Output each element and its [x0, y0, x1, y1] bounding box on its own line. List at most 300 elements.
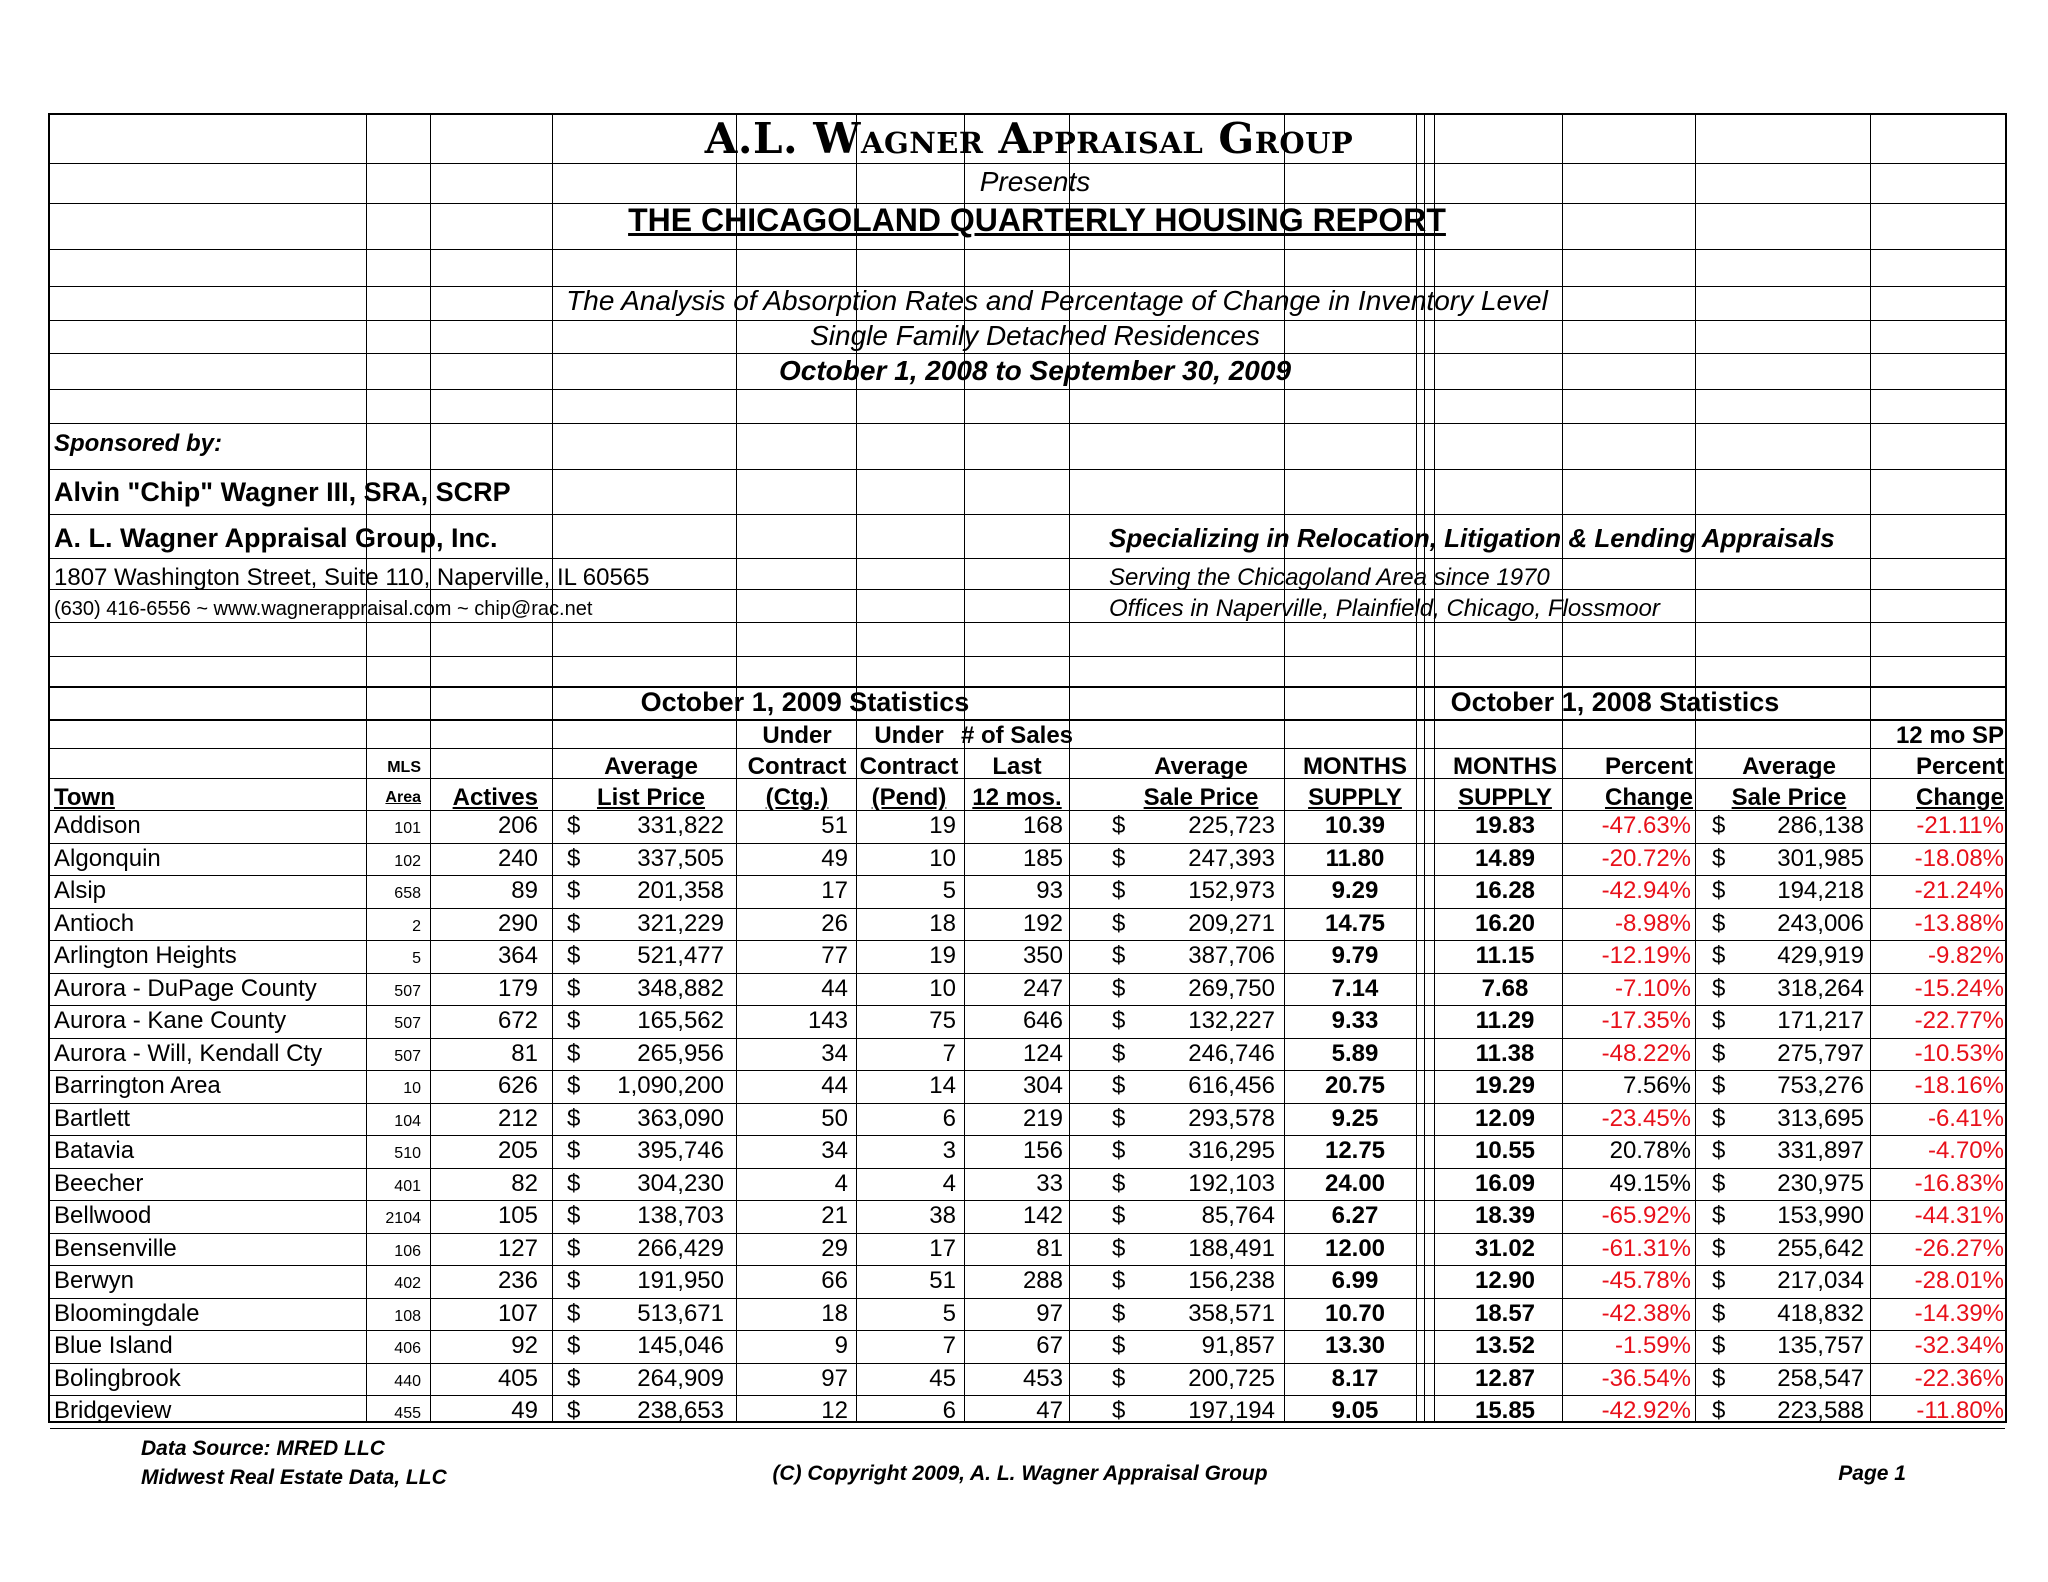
grid-hline	[50, 1005, 2005, 1006]
col-ctg-2: Contract	[747, 753, 847, 780]
cell-sales: 350	[1022, 942, 1063, 969]
cell-sp: -6.41%	[1927, 1104, 2004, 1132]
grid-hline	[50, 719, 2005, 721]
cell-ctg: 29	[821, 1234, 848, 1262]
col-pend-2: Contract	[859, 753, 959, 780]
cell-ms: 10.70	[1324, 1299, 1386, 1327]
currency-symbol: $	[1112, 1299, 1126, 1327]
cell-pend: 19	[929, 942, 956, 969]
cell-pend: 75	[929, 1007, 956, 1034]
col-sp-change-1: 12 mo SP	[1895, 722, 2004, 749]
cell-pct: -12.19%	[1601, 942, 1691, 969]
col-sales-2: Last	[992, 753, 1042, 780]
cell-sp: -14.39%	[1914, 1299, 2004, 1327]
cell-sp: -21.11%	[1916, 812, 2004, 839]
currency-symbol: $	[1712, 1007, 1726, 1034]
cell-actives: 92	[511, 1332, 538, 1359]
cell-ms: 20.75	[1324, 1072, 1386, 1099]
cell-actives: 179	[497, 974, 538, 1002]
cell-sale: 197,194	[1188, 1397, 1275, 1424]
cell-pend: 19	[929, 812, 956, 839]
cell-ms: 9.33	[1331, 1007, 1379, 1034]
cell-pms: 12.90	[1474, 1267, 1536, 1294]
cell-pms: 15.85	[1474, 1397, 1536, 1424]
cell-pend: 10	[929, 844, 956, 872]
currency-symbol: $	[1712, 1104, 1726, 1132]
cell-ctg: 26	[821, 909, 848, 937]
cell-town: Aurora - Will, Kendall Cty	[54, 1039, 323, 1067]
cell-pct: -8.98%	[1614, 909, 1691, 937]
currency-symbol: $	[567, 1364, 581, 1392]
cell-sp: -22.36%	[1914, 1364, 2004, 1392]
cell-pms: 7.68	[1481, 974, 1529, 1002]
grid-hline	[50, 1135, 2005, 1136]
col-prior-months-supply-2: SUPPLY	[1458, 784, 1552, 811]
report-sheet	[48, 113, 2007, 1423]
currency-symbol: $	[1712, 1397, 1726, 1424]
cell-actives: 626	[497, 1072, 538, 1099]
cell-pct: -42.94%	[1601, 877, 1691, 904]
cell-mls: 406	[394, 1340, 421, 1357]
cell-ms: 7.14	[1331, 974, 1379, 1002]
cell-pms: 19.83	[1474, 812, 1536, 839]
cell-town: Aurora - Kane County	[54, 1007, 287, 1034]
cell-pms: 13.52	[1474, 1332, 1536, 1359]
cell-sale: 156,238	[1188, 1267, 1275, 1294]
sponsor-name: Alvin "Chip" Wagner III, SRA, SCRP	[54, 477, 511, 507]
cell-ms: 6.27	[1331, 1202, 1379, 1229]
cell-list: 165,562	[637, 1007, 724, 1034]
cell-sales: 219	[1022, 1104, 1063, 1132]
cell-sales: 304	[1022, 1072, 1063, 1099]
sponsor-address: 1807 Washington Street, Suite 110, Naperville, IL 60565	[54, 564, 650, 591]
currency-symbol: $	[1712, 1072, 1726, 1099]
cell-sp: -13.88%	[1914, 909, 2004, 937]
currency-symbol: $	[1112, 844, 1126, 872]
cell-list: 337,505	[637, 844, 724, 872]
cell-town: Bloomingdale	[54, 1299, 200, 1327]
cell-ms: 13.30	[1324, 1332, 1386, 1359]
cell-actives: 105	[497, 1202, 538, 1229]
col-actives: Actives	[452, 784, 538, 811]
currency-symbol: $	[1112, 1267, 1126, 1294]
cell-pct: -48.22%	[1601, 1039, 1691, 1067]
cell-sale: 132,227	[1188, 1007, 1275, 1034]
cell-actives: 672	[497, 1007, 538, 1034]
cell-pend: 38	[929, 1202, 956, 1229]
currency-symbol: $	[567, 1169, 581, 1197]
currency-symbol: $	[1712, 909, 1726, 937]
cell-list: 395,746	[637, 1137, 724, 1164]
cell-mls: 440	[394, 1372, 421, 1390]
grid-hline	[50, 1265, 2005, 1266]
cell-town: Bartlett	[54, 1104, 131, 1132]
cell-ctg: 21	[821, 1202, 848, 1229]
cell-town: Bellwood	[54, 1202, 152, 1229]
cell-pend: 4	[942, 1169, 956, 1197]
cell-sales: 185	[1022, 844, 1063, 872]
cell-actives: 290	[497, 909, 538, 937]
cell-sp: -11.80%	[1916, 1397, 2004, 1424]
copyright-text: (C) Copyright 2009, A. L. Wagner Appraisal Group	[772, 1462, 1268, 1485]
currency-symbol: $	[567, 1007, 581, 1034]
col-ctg-3: (Ctg.)	[765, 784, 829, 811]
cell-town: Bridgeview	[54, 1397, 172, 1424]
cell-actives: 107	[497, 1299, 538, 1327]
cell-sale: 616,456	[1188, 1072, 1275, 1099]
cell-pend: 18	[929, 909, 956, 937]
cell-town: Alsip	[54, 877, 107, 904]
col-percent-change-2: Change	[1604, 784, 1693, 811]
currency-symbol: $	[1112, 1234, 1126, 1262]
cell-psale: 153,990	[1777, 1202, 1864, 1229]
cell-pct: -47.63%	[1601, 812, 1691, 839]
cell-pend: 6	[942, 1104, 956, 1132]
data-source-line-2: Midwest Real Estate Data, LLC	[141, 1466, 447, 1489]
cell-sales: 124	[1022, 1039, 1063, 1067]
cell-sale: 358,571	[1188, 1299, 1275, 1327]
cell-pend: 3	[942, 1137, 956, 1164]
cell-sales: 247	[1022, 974, 1063, 1002]
cell-mls: 5	[412, 950, 421, 967]
cell-sales: 33	[1036, 1169, 1063, 1197]
cell-psale: 258,547	[1777, 1364, 1864, 1392]
currency-symbol: $	[1712, 1202, 1726, 1229]
cell-sales: 142	[1022, 1202, 1063, 1229]
cell-actives: 364	[497, 942, 538, 969]
cell-mls: 101	[394, 820, 421, 837]
cell-actives: 240	[497, 844, 538, 872]
cell-ms: 24.00	[1324, 1169, 1386, 1197]
currency-symbol: $	[1112, 942, 1126, 969]
cell-pms: 16.28	[1474, 877, 1536, 904]
cell-psale: 243,006	[1777, 909, 1864, 937]
cell-sp: -10.53%	[1914, 1039, 2004, 1067]
currency-symbol: $	[1112, 1397, 1126, 1424]
currency-symbol: $	[567, 812, 581, 839]
cell-sales: 168	[1022, 812, 1063, 839]
cell-list: 191,950	[637, 1267, 724, 1294]
cell-list: 521,477	[637, 942, 724, 969]
col-prior-months-supply-1: MONTHS	[1453, 753, 1557, 780]
cell-pms: 16.09	[1474, 1169, 1536, 1197]
cell-sales: 192	[1022, 909, 1063, 937]
cell-mls: 510	[394, 1145, 421, 1162]
cell-pend: 45	[929, 1364, 956, 1392]
cell-ctg: 49	[821, 844, 848, 872]
cell-ctg: 44	[821, 1072, 848, 1099]
cell-sales: 81	[1036, 1234, 1063, 1262]
cell-pms: 18.39	[1474, 1202, 1536, 1229]
cell-pct: -61.31%	[1601, 1234, 1691, 1262]
cell-actives: 127	[497, 1234, 538, 1262]
cell-sales: 93	[1036, 877, 1063, 904]
page-number: Page 1	[1838, 1462, 1906, 1485]
grid-hline	[50, 389, 2005, 390]
cell-town: Addison	[54, 812, 141, 839]
currency-symbol: $	[1712, 1169, 1726, 1197]
sponsor-company: A. L. Wagner Appraisal Group, Inc.	[54, 523, 498, 553]
col-pend-3: (Pend)	[871, 784, 947, 811]
cell-pms: 14.89	[1474, 844, 1536, 872]
cell-pct: -17.35%	[1601, 1007, 1691, 1034]
cell-sp: -16.83%	[1914, 1169, 2004, 1197]
col-town: Town	[54, 784, 115, 811]
cell-ctg: 77	[821, 942, 848, 969]
grid-hline	[50, 1070, 2005, 1071]
currency-symbol: $	[567, 1202, 581, 1229]
cell-sale: 152,973	[1188, 877, 1275, 904]
cell-ctg: 18	[821, 1299, 848, 1327]
residence-type: Single Family Detached Residences	[810, 320, 1260, 351]
cell-mls: 2	[412, 917, 421, 935]
currency-symbol: $	[1112, 1007, 1126, 1034]
col-percent-change-1: Percent	[1604, 753, 1693, 780]
cell-psale: 230,975	[1777, 1169, 1864, 1197]
cell-pms: 10.55	[1474, 1137, 1536, 1164]
currency-symbol: $	[1112, 1364, 1126, 1392]
cell-mls: 102	[394, 852, 421, 870]
cell-ms: 9.25	[1331, 1104, 1379, 1132]
cell-psale: 275,797	[1777, 1039, 1864, 1067]
cell-sale: 85,764	[1201, 1202, 1275, 1229]
currency-symbol: $	[1112, 1072, 1126, 1099]
cell-psale: 194,218	[1777, 877, 1864, 904]
cell-actives: 212	[497, 1104, 538, 1132]
cell-list: 363,090	[637, 1104, 724, 1132]
cell-psale: 318,264	[1777, 974, 1864, 1002]
cell-sp: -22.77%	[1914, 1007, 2004, 1034]
cell-pct: -1.59%	[1614, 1332, 1691, 1359]
cell-psale: 255,642	[1777, 1234, 1864, 1262]
cell-pms: 18.57	[1474, 1299, 1536, 1327]
grid-hline	[50, 1038, 2005, 1039]
col-ctg-1: Under	[762, 722, 832, 749]
col-avg-sale-1: Average	[1154, 753, 1248, 780]
specializing-text: Specializing in Relocation, Litigation & Lending Appraisals	[1109, 523, 1835, 553]
grid-vline	[430, 115, 431, 1421]
cell-actives: 206	[497, 812, 538, 839]
cell-town: Arlington Heights	[54, 942, 237, 969]
cell-sales: 288	[1022, 1267, 1063, 1294]
cell-actives: 81	[511, 1039, 538, 1067]
cell-ctg: 12	[821, 1397, 848, 1424]
cell-mls: 507	[394, 1015, 421, 1032]
grid-hline	[50, 1200, 2005, 1201]
cell-sale: 209,271	[1188, 909, 1275, 937]
col-avg-list-2: List Price	[596, 784, 706, 811]
section-current-stats: October 1, 2009 Statistics	[640, 687, 970, 717]
col-sp-change-2: Percent	[1915, 753, 2004, 780]
cell-sp: -28.01%	[1914, 1267, 2004, 1294]
cell-list: 138,703	[637, 1202, 724, 1229]
cell-pct: -7.10%	[1614, 974, 1691, 1002]
cell-sp: -21.24%	[1914, 877, 2004, 904]
cell-pend: 14	[929, 1072, 956, 1099]
col-sales-3: 12 mos.	[972, 784, 1062, 811]
cell-sale: 387,706	[1188, 942, 1275, 969]
cell-sales: 156	[1022, 1137, 1063, 1164]
currency-symbol: $	[567, 1137, 581, 1164]
cell-town: Antioch	[54, 909, 135, 937]
cell-sale: 316,295	[1188, 1137, 1275, 1164]
cell-town: Berwyn	[54, 1267, 135, 1294]
cell-sale: 192,103	[1188, 1169, 1275, 1197]
cell-ctg: 34	[821, 1137, 848, 1164]
data-source-line-1: Data Source: MRED LLC	[141, 1437, 385, 1460]
col-avg-list-1: Average	[604, 753, 698, 780]
currency-symbol: $	[1112, 1332, 1126, 1359]
cell-mls: 507	[394, 982, 421, 1000]
grid-hline	[50, 1103, 2005, 1104]
currency-symbol: $	[567, 1397, 581, 1424]
cell-pms: 11.38	[1475, 1039, 1535, 1067]
currency-symbol: $	[1712, 942, 1726, 969]
cell-pct: 20.78%	[1609, 1137, 1691, 1164]
cell-ctg: 34	[821, 1039, 848, 1067]
cell-actives: 205	[497, 1137, 538, 1164]
cell-sale: 293,578	[1188, 1104, 1275, 1132]
currency-symbol: $	[567, 1104, 581, 1132]
grid-hline	[50, 1428, 2005, 1429]
cell-sp: -4.70%	[1927, 1137, 2004, 1164]
cell-pct: -42.38%	[1601, 1299, 1691, 1327]
cell-list: 145,046	[637, 1332, 724, 1359]
cell-sales: 67	[1036, 1332, 1063, 1359]
company-title: A.L. Wagner Appraisal Group	[704, 114, 1354, 163]
cell-ctg: 44	[821, 974, 848, 1002]
cell-ms: 9.05	[1331, 1397, 1379, 1424]
cell-pms: 11.29	[1475, 1007, 1535, 1034]
cell-sale: 200,725	[1188, 1364, 1275, 1392]
cell-ctg: 97	[821, 1364, 848, 1392]
cell-pend: 7	[942, 1332, 956, 1359]
currency-symbol: $	[567, 1234, 581, 1262]
cell-pct: 49.15%	[1609, 1169, 1691, 1197]
cell-sale: 246,746	[1188, 1039, 1275, 1067]
cell-mls: 507	[394, 1047, 421, 1065]
cell-sp: -44.31%	[1914, 1202, 2004, 1229]
cell-actives: 82	[511, 1169, 538, 1197]
cell-sp: -32.34%	[1914, 1332, 2004, 1359]
cell-ctg: 51	[821, 812, 848, 839]
cell-pend: 7	[942, 1039, 956, 1067]
cell-actives: 236	[497, 1267, 538, 1294]
report-title: THE CHICAGOLAND QUARTERLY HOUSING REPORT	[628, 202, 1446, 238]
currency-symbol: $	[567, 974, 581, 1002]
grid-hline	[50, 656, 2005, 657]
grid-hline	[50, 843, 2005, 844]
cell-sp: -15.24%	[1914, 974, 2004, 1002]
cell-actives: 405	[497, 1364, 538, 1392]
cell-list: 348,882	[637, 974, 724, 1002]
grid-hline	[50, 558, 2005, 559]
cell-ctg: 66	[821, 1267, 848, 1294]
cell-psale: 418,832	[1777, 1299, 1864, 1327]
sponsored-by-label: Sponsored by:	[54, 430, 223, 457]
currency-symbol: $	[567, 1039, 581, 1067]
cell-sp: -18.16%	[1914, 1072, 2004, 1099]
cell-pend: 6	[942, 1397, 956, 1424]
cell-psale: 331,897	[1777, 1137, 1864, 1164]
cell-sp: -18.08%	[1914, 844, 2004, 872]
col-prior-avg-sale-1: Average	[1742, 753, 1836, 780]
currency-symbol: $	[567, 1332, 581, 1359]
currency-symbol: $	[1112, 1137, 1126, 1164]
cell-list: 266,429	[637, 1234, 724, 1262]
cell-town: Aurora - DuPage County	[54, 974, 317, 1002]
col-avg-sale-2: Sale Price	[1143, 784, 1259, 811]
cell-town: Batavia	[54, 1137, 135, 1164]
cell-psale: 171,217	[1777, 1007, 1864, 1034]
currency-symbol: $	[567, 1267, 581, 1294]
currency-symbol: $	[1712, 1039, 1726, 1067]
cell-pct: 7.56%	[1622, 1072, 1691, 1099]
cell-pend: 5	[942, 877, 956, 904]
cell-psale: 217,034	[1777, 1267, 1864, 1294]
currency-symbol: $	[1112, 812, 1126, 839]
cell-mls: 401	[394, 1177, 421, 1195]
cell-list: 304,230	[637, 1169, 724, 1197]
cell-sale: 225,723	[1188, 812, 1275, 839]
sponsor-contact: (630) 416-6556 ~ www.wagnerappraisal.com ~ chip@rac.net	[54, 598, 593, 620]
cell-pms: 12.87	[1474, 1364, 1536, 1392]
cell-ctg: 17	[821, 877, 848, 904]
grid-hline	[50, 423, 2005, 424]
cell-ms: 9.79	[1331, 942, 1379, 969]
currency-symbol: $	[567, 1299, 581, 1327]
cell-actives: 49	[511, 1397, 538, 1424]
currency-symbol: $	[1712, 877, 1726, 904]
analysis-subtitle: The Analysis of Absorption Rates and Percentage of Change in Inventory Level	[566, 285, 1548, 316]
cell-town: Algonquin	[54, 844, 161, 872]
cell-sp: -9.82%	[1927, 942, 2004, 969]
grid-hline	[50, 163, 2005, 164]
cell-ctg: 50	[821, 1104, 848, 1132]
cell-mls: 455	[394, 1405, 421, 1422]
cell-psale: 301,985	[1777, 844, 1864, 872]
grid-hline	[50, 1395, 2005, 1396]
grid-vline	[1695, 115, 1696, 1421]
grid-hline	[50, 908, 2005, 909]
cell-pct: -42.92%	[1601, 1397, 1691, 1424]
cell-town: Beecher	[54, 1169, 144, 1197]
cell-mls: 106	[394, 1242, 421, 1260]
cell-psale: 135,757	[1777, 1332, 1864, 1359]
col-sp-change-3: Change	[1915, 784, 2004, 811]
grid-hline	[50, 973, 2005, 974]
cell-mls: 2104	[385, 1210, 421, 1227]
cell-psale: 313,695	[1777, 1104, 1864, 1132]
cell-pms: 31.02	[1474, 1234, 1536, 1262]
grid-hline	[50, 249, 2005, 250]
currency-symbol: $	[567, 877, 581, 904]
grid-hline	[50, 1330, 2005, 1331]
cell-pend: 5	[942, 1299, 956, 1327]
cell-ms: 14.75	[1324, 909, 1386, 937]
currency-symbol: $	[1112, 877, 1126, 904]
col-sales-1: # of Sales	[960, 722, 1074, 749]
cell-list: 265,956	[637, 1039, 724, 1067]
cell-pms: 16.20	[1474, 909, 1536, 937]
cell-sale: 247,393	[1188, 844, 1275, 872]
currency-symbol: $	[1112, 1104, 1126, 1132]
currency-symbol: $	[1112, 1202, 1126, 1229]
cell-ms: 8.17	[1331, 1364, 1379, 1392]
cell-pend: 10	[929, 974, 956, 1002]
cell-pms: 11.15	[1475, 942, 1535, 969]
cell-list: 201,358	[637, 877, 724, 904]
